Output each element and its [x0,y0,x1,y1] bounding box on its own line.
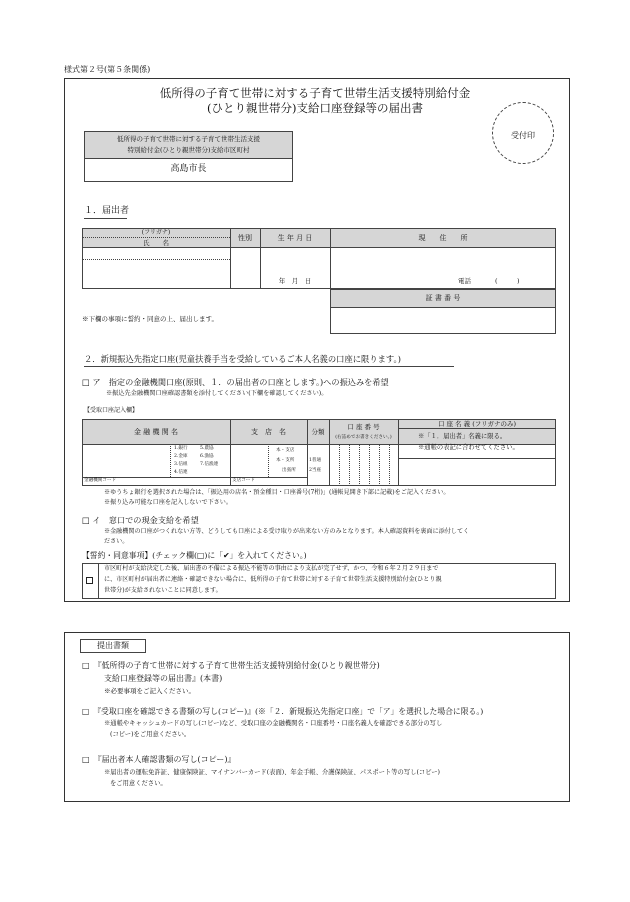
oath-note: ※下欄の事項に誓約・同意の上、届出します。 [82,315,218,323]
doc-item2-line1[interactable]: □ 『受取口座を確認できる書類の写し(コピー)』(※「２．新規振込先指定口座」で「ア」を選択した場合に限る。) [82,707,484,716]
digit-divider [349,444,350,486]
cert-label: 証 書 番 号 [425,294,461,302]
bank-type-1: 1.銀行 [174,446,188,451]
addressee-line2: 特別給付金(ひとり親世帯分)支給市区町村 [127,146,250,154]
form-title-line2: (ひとり親世帯分)支給口座登録等の届出書 [207,101,423,115]
yucho-note1: ※ゆうちょ銀行を選択された場合は、「振込用の店名・預金種目・口座番号(7桁)」(通帳見開き下部に記載)をご記入ください。 [104,489,450,496]
digit-divider [369,444,370,486]
address-label: 現 住 所 [418,234,468,242]
documents-heading: 提出書類 [97,641,129,650]
consent-line2: に、市区町村が届出者に連絡・確認できない場合に、低所得の子育て世帯に対する子育て世帯生活支援特別給付金(ひとり親 [104,576,442,583]
bank-code-label: 金融機関コード [84,478,117,483]
digit-divider [389,444,390,486]
gender-label: 性別 [238,234,252,242]
furigana-divider [82,237,230,238]
branch-type-divider [268,444,269,477]
holder-note1: ※「１．届出者」名義に限る。 [418,433,507,440]
acct-type-1: 1普通 [309,458,322,463]
section2-heading: ２．新規振込先指定口座(児童扶養手当を受給しているご本人名義の口座に限ります。) [84,354,401,364]
doc-item1-note: ※必要事項をご記入ください。 [104,687,195,695]
name-label: 氏 名 [143,239,169,247]
option-a-note: ※振込先金融機関口座確認書類を添付してください(下欄を確認してください)。 [106,390,328,397]
option-a-text[interactable]: □ ア 指定の金融機関口座(原則、１．の届出者の口座とします。)への振込みを希望 [82,377,389,387]
bank-type-4: 4.信連 [174,470,188,475]
doc-item1-line1[interactable]: □ 『低所得の子育て世帯に対する子育て世帯生活支援特別給付金(ひとり親世帯分) [82,661,380,670]
branch-code-label: 支店コード [232,478,255,483]
acct-type-2: 2当座 [309,468,322,473]
consent-checkbox[interactable] [86,577,93,584]
option-i-text[interactable]: □ イ 窓口での現金支給を希望 [82,515,199,525]
bank-type-5: 5.農協 [200,446,214,451]
section1-heading: １．届出者 [84,206,130,216]
digit-divider [359,444,360,486]
doc-item2-note1: ※通帳やキャッシュカードの写し(コピー)など、受取口座の金融機関名・口座番号・口座名義人を確認できる部分の写し [104,720,443,727]
holder-note2: ※通帳の表記に合わせてください。 [418,444,519,451]
account-type-label: 分類 [311,428,325,436]
doc-item2-note2: (コピー)をご用意ください。 [110,731,191,738]
account-holder-label: 口 座 名 義 (フリガナのみ) [437,420,516,428]
account-number-note: (右詰めでお書きください。) [335,435,392,440]
documents-frame [64,632,570,802]
branch-type-1: 本・支店 [276,448,295,453]
option-i-note1: ※金融機関の口座がつくれない方等、どうしても口座による受け取りが出来ない方のみとなります。本人確認資料を裏面に添付してく [104,528,470,535]
bank-type-7: 7.信漁連 [200,462,219,467]
holder-header-divider [398,428,556,429]
receipt-stamp-label: 受付印 [511,131,535,140]
account-number-label: 口 座 番 号 [347,423,380,431]
doc-item1-line2: 支給口座登録等の届出書』(本書) [104,674,223,683]
phone-label: 電話 [458,277,471,285]
section1-underline [84,218,127,219]
furigana-input-divider [82,259,230,260]
consent-line3: 世帯分)が支給されないことに同意します。 [104,587,222,594]
consent-heading: 【誓約・同意事項】(チェック欄(□)に「✔」を入れてください。) [82,551,307,560]
doc-item3-line1[interactable]: □ 『届出者本人確認書類の写し(コピー)』 [82,755,236,764]
doc-item3-note1: ※届出者の運転免許証、健康保険証、マイナンバーカード(表面)、年金手帳、介護保険証、パスポート等の写し(コピー) [104,769,441,776]
consent-line1: 市区町村が支給決定した後、届出書の不備による振込不能等の事由により支払が完了せず、かつ、令和６年２月２９日まで [104,565,439,572]
consent-divider [98,563,99,599]
furigana-label: (フリガナ) [141,229,171,236]
phone-parens: ( ) [495,277,520,285]
account-box-title: 【受取口座記入欄】 [84,407,139,414]
divider [398,419,399,486]
bank-name-label: 金 融 機 関 名 [134,428,178,436]
cert-number-cell[interactable] [330,307,556,334]
branch-type-3: 出張所 [282,468,296,473]
option-i-note2: ださい。 [104,538,129,545]
bank-type-6: 6.漁協 [200,454,214,459]
addressee-line1: 低所得の子育て世帯に対する子育て世帯生活支援 [117,135,260,143]
digit-divider [339,444,340,486]
section2-underline [84,366,454,367]
birthdate-ymd: 年 月 日 [278,277,312,285]
branch-type-2: 本・支所 [276,458,295,463]
holder-note-divider [398,458,556,459]
mayor-name: 高島市長 [170,164,207,174]
bank-type-divider [170,444,171,477]
birthdate-label: 生 年 月 日 [277,234,313,242]
yucho-note2: ※振り込み可能な口座を記入しないで下さい。 [104,499,232,506]
bank-type-2: 2.金庫 [174,454,188,459]
form-number: 様式第２号(第５条関係) [64,65,151,74]
bank-type-3: 3.信組 [174,462,188,467]
form-title-line1: 低所得の子育て世帯に対する子育て世帯生活支援特別給付金 [159,86,471,100]
doc-item3-note2: をご用意ください。 [110,780,167,787]
branch-name-label: 支 店 名 [251,428,286,436]
digit-divider [379,444,380,486]
